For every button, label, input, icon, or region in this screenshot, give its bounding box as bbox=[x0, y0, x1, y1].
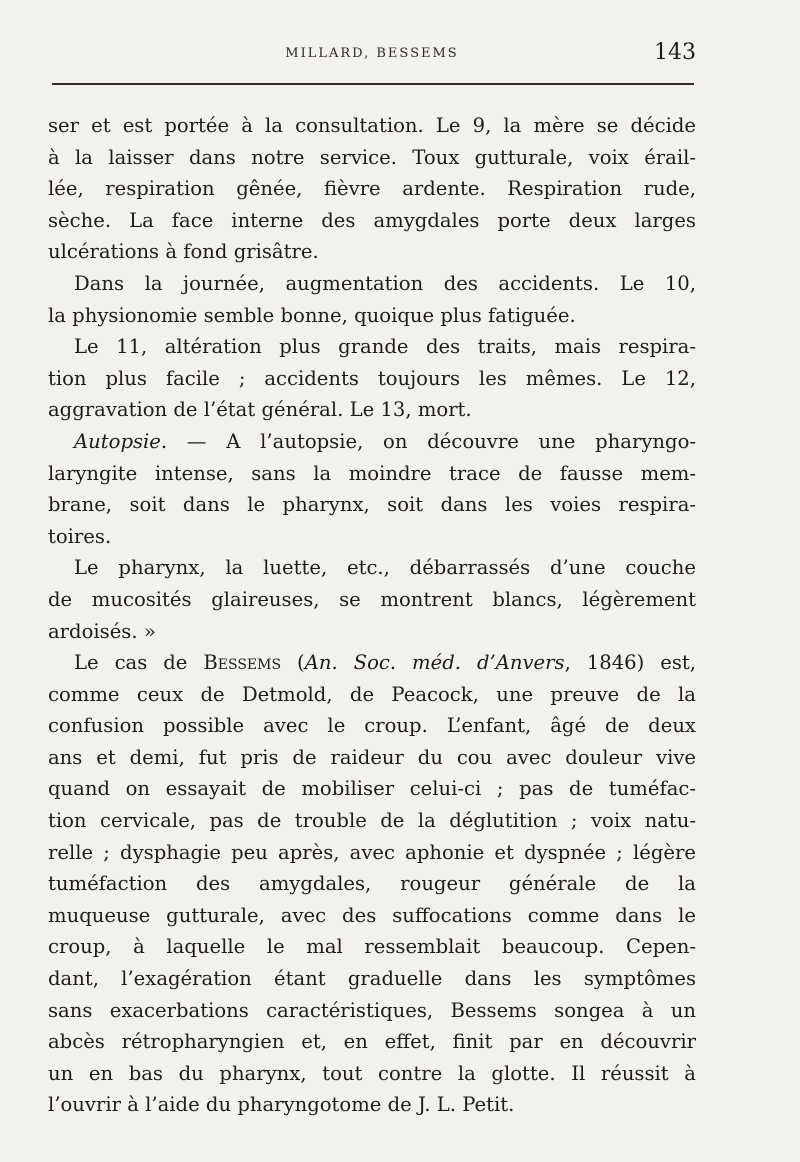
running-title: MILLARD, BESSEMS bbox=[285, 46, 459, 61]
text-line: muqueuse gutturale, avec des suffocations comme dans le bbox=[48, 903, 696, 927]
body-text bbox=[48, 110, 696, 1121]
text-line: Autopsie. — A l’autopsie, on découvre une pharyngo- bbox=[74, 429, 696, 453]
text-line: sèche. La face interne des amygdales porte deux larges bbox=[48, 208, 696, 232]
text-line: toires. bbox=[48, 524, 112, 548]
text-line: Le cas de Bessems (An. Soc. méd. d’Anvers, 1846) est, bbox=[74, 651, 697, 675]
text-line: Le pharynx, la luette, etc., débarrassés d’une couche bbox=[74, 556, 696, 580]
page-number: 143 bbox=[654, 40, 696, 65]
running-head bbox=[48, 40, 696, 70]
text-line: abcès rétropharyngien et, en effet, finit par en découvrir bbox=[48, 1030, 696, 1054]
text-line: tion plus facile ; accidents toujours les mêmes. Le 12, bbox=[48, 366, 696, 390]
text-line: ans et demi, fut pris de raideur du cou avec douleur vive bbox=[48, 745, 696, 769]
text-line: relle ; dysphagie peu après, avec aphonie et dyspnée ; légère bbox=[48, 840, 696, 864]
text-line: lée, respiration gênée, fièvre ardente. Respiration rude, bbox=[48, 177, 696, 201]
text-line: la physionomie semble bonne, quoique plus fatiguée. bbox=[48, 303, 576, 327]
text-line: brane, soit dans le pharynx, soit dans les voies respira- bbox=[48, 493, 696, 517]
text-line: de mucosités glaireuses, se montrent blancs, légèrement bbox=[48, 587, 696, 611]
header-rule bbox=[52, 83, 694, 85]
text-line: l’ouvrir à l’aide du pharyngotome de J. L. Petit. bbox=[48, 1093, 515, 1117]
text-line: Le 11, altération plus grande des traits, mais respira- bbox=[74, 335, 696, 359]
text-line: confusion possible avec le croup. L’enfant, âgé de deux bbox=[48, 714, 696, 738]
text-line: tuméfaction des amygdales, rougeur générale de la bbox=[48, 872, 696, 896]
text-line: ulcérations à fond grisâtre. bbox=[48, 240, 319, 264]
text-line: laryngite intense, sans la moindre trace de fausse mem- bbox=[48, 461, 696, 485]
text-line: aggravation de l’état général. Le 13, mort. bbox=[48, 398, 472, 422]
text-line: tion cervicale, pas de trouble de la déglutition ; voix natu- bbox=[48, 809, 696, 833]
text-line: croup, à laquelle le mal ressemblait beaucoup. Cepen- bbox=[48, 935, 696, 959]
text-line: à la laisser dans notre service. Toux gutturale, voix érail- bbox=[48, 145, 696, 169]
text-line: sans exacerbations caractéristiques, Bessems songea à un bbox=[48, 998, 696, 1022]
text-line: un en bas du pharynx, tout contre la glotte. Il réussit à bbox=[48, 1061, 696, 1085]
text-line: Dans la journée, augmentation des accidents. Le 10, bbox=[74, 271, 696, 295]
text-line: dant, l’exagération étant graduelle dans les symptômes bbox=[48, 967, 696, 991]
text-line: ser et est portée à la consultation. Le 9, la mère se décide bbox=[48, 114, 696, 137]
text-line: comme ceux de Detmold, de Peacock, une preuve de la bbox=[48, 682, 696, 706]
text-line: ardoisés. » bbox=[48, 619, 156, 643]
text-line: quand on essayait de mobiliser celui-ci ; pas de tuméfac- bbox=[48, 777, 696, 801]
